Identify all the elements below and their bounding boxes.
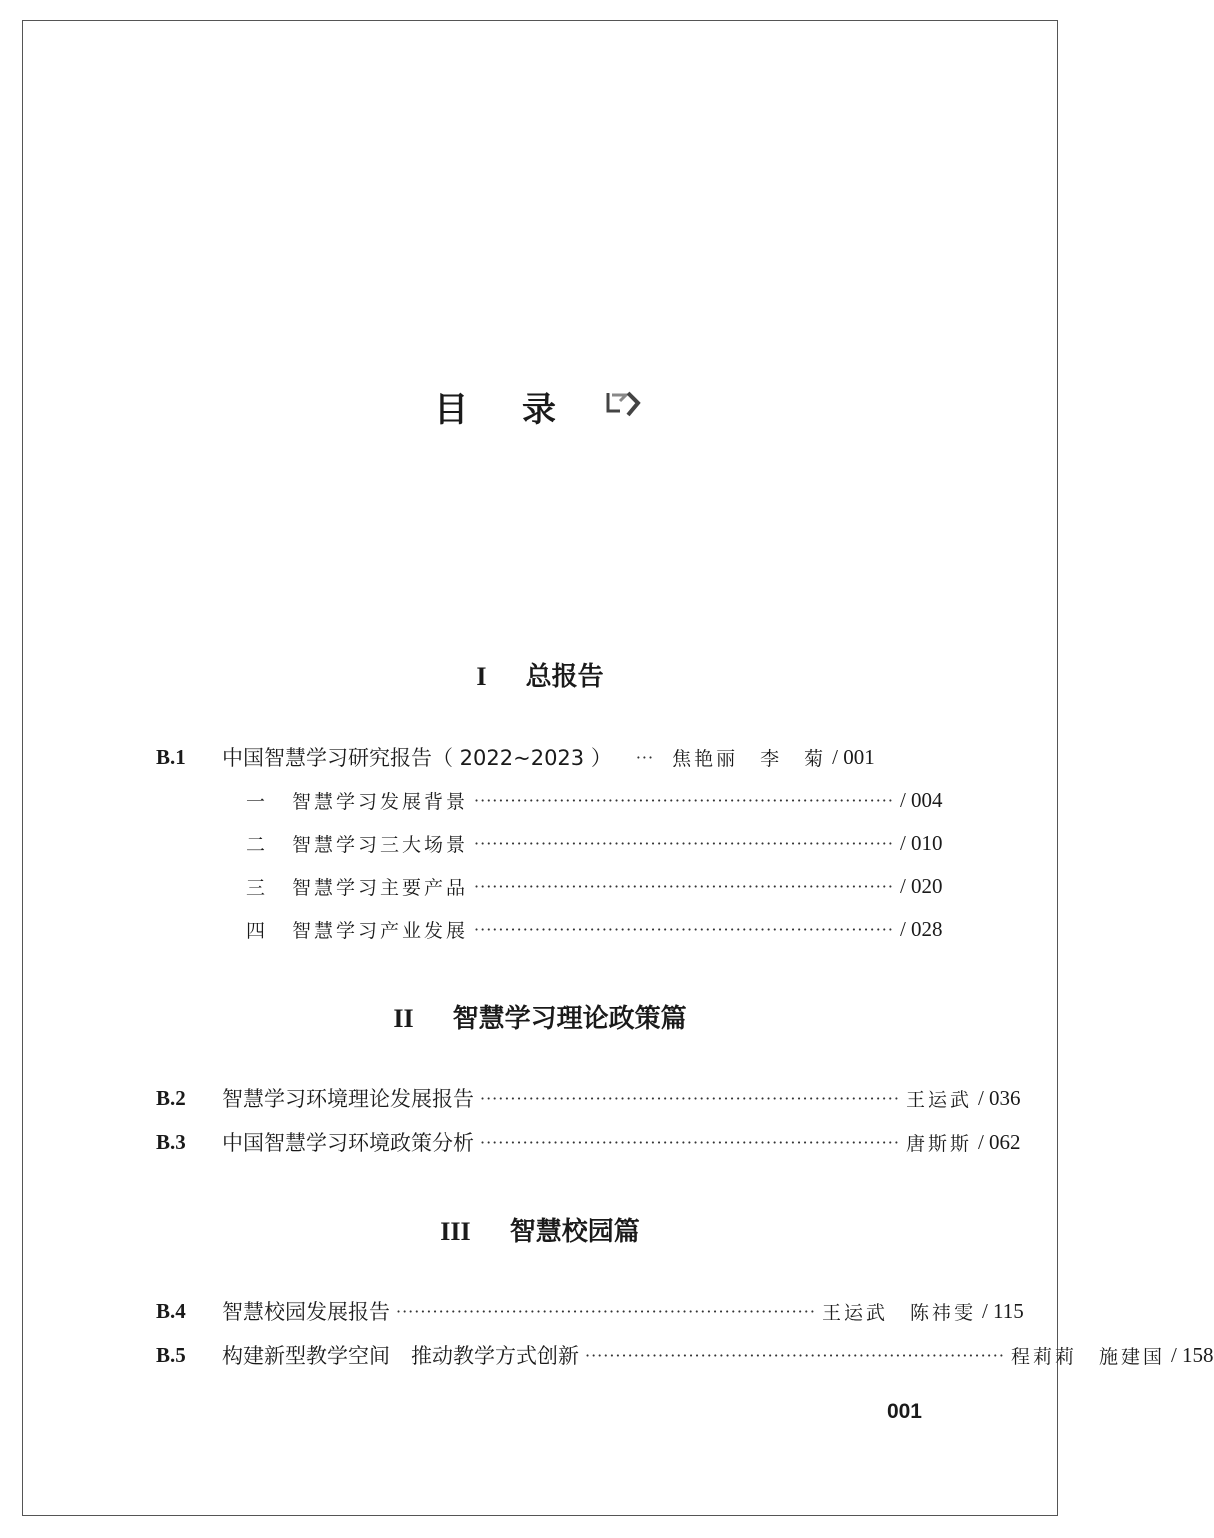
subitem-page: / 028 xyxy=(899,916,943,941)
entry-authors: 焦艳丽 李 菊 xyxy=(672,747,827,770)
subitem-title: 智慧学习三大场景 xyxy=(292,833,469,856)
leader-dots: ····································································· xyxy=(474,790,894,810)
entry-code: B.4 xyxy=(156,1298,186,1323)
toc-entry-b5[interactable] xyxy=(156,1338,1214,1372)
toc-entry-b2[interactable] xyxy=(156,1081,1021,1115)
entry-title: 中国智慧学习环境政策分析 xyxy=(222,1131,474,1155)
page-number: 001 xyxy=(886,1400,922,1423)
toc-title-char-2: 录 xyxy=(522,390,558,430)
entry-code: B.2 xyxy=(156,1085,186,1110)
entry-title: 智慧校园发展报告 xyxy=(222,1300,390,1324)
toc-subitem[interactable] xyxy=(246,783,943,817)
subitem-index: 四 xyxy=(246,919,268,942)
toc-subitem[interactable] xyxy=(246,869,943,903)
subitem-index: 一 xyxy=(246,790,268,813)
section-numeral: II xyxy=(393,1004,414,1033)
subitem-index: 三 xyxy=(246,876,268,899)
subitem-title: 智慧学习发展背景 xyxy=(292,790,469,813)
toc-corner-glyph-icon xyxy=(606,388,646,428)
toc-subitem[interactable] xyxy=(246,912,943,946)
entry-code: B.1 xyxy=(156,744,186,769)
subitem-title: 智慧学习主要产品 xyxy=(292,876,469,899)
entry-authors: 唐斯斯 xyxy=(905,1132,972,1155)
entry-page: / 062 xyxy=(977,1129,1021,1154)
subitem-title: 智慧学习产业发展 xyxy=(292,919,469,942)
leader-dots: ····································································· xyxy=(585,1345,1005,1365)
entry-page: / 036 xyxy=(977,1085,1021,1110)
section-title: 智慧校园篇 xyxy=(509,1217,640,1247)
subitem-page: / 010 xyxy=(899,830,943,855)
section-title: 智慧学习理论政策篇 xyxy=(452,1004,687,1034)
subitem-page: / 020 xyxy=(899,873,943,898)
entry-authors: 王运武 xyxy=(905,1088,972,1111)
leader-dots: ··· xyxy=(635,747,655,767)
section-heading-3 xyxy=(0,1211,1080,1248)
section-title: 总报告 xyxy=(525,662,604,692)
entry-code: B.5 xyxy=(156,1342,186,1367)
entry-page: / 001 xyxy=(832,744,875,769)
entry-code: B.3 xyxy=(156,1129,186,1154)
toc-title-char-1: 目 xyxy=(434,390,471,430)
leader-dots: ····································································· xyxy=(474,833,894,853)
section-heading-1 xyxy=(0,656,1080,693)
entry-authors: 程莉莉 施建国 xyxy=(1010,1345,1165,1368)
entry-page: / 115 xyxy=(981,1298,1024,1323)
leader-dots: ····································································· xyxy=(480,1132,900,1152)
entry-authors: 王运武 陈祎雯 xyxy=(821,1301,976,1324)
section-numeral: I xyxy=(476,662,487,691)
entry-title: 中国智慧学习研究报告（ 2022~2023 ） xyxy=(222,746,612,770)
subitem-index: 二 xyxy=(246,833,268,856)
section-numeral: III xyxy=(440,1217,471,1246)
toc-title xyxy=(0,382,1080,432)
leader-dots: ····································································· xyxy=(474,876,894,896)
leader-dots: ····································································· xyxy=(474,919,894,939)
entry-title: 构建新型教学空间 推动教学方式创新 xyxy=(222,1344,579,1368)
subitem-page: / 004 xyxy=(899,787,943,812)
entry-page: / 158 xyxy=(1170,1342,1214,1367)
toc-entry-b3[interactable] xyxy=(156,1125,1021,1159)
section-heading-2 xyxy=(0,998,1080,1035)
leader-dots: ····································································· xyxy=(396,1301,816,1321)
toc-entry-b4[interactable] xyxy=(156,1294,1024,1328)
toc-subitem[interactable] xyxy=(246,826,943,860)
toc-entry-b1[interactable] xyxy=(156,740,922,774)
entry-title: 智慧学习环境理论发展报告 xyxy=(222,1087,474,1111)
leader-dots: ····································································· xyxy=(480,1088,900,1108)
